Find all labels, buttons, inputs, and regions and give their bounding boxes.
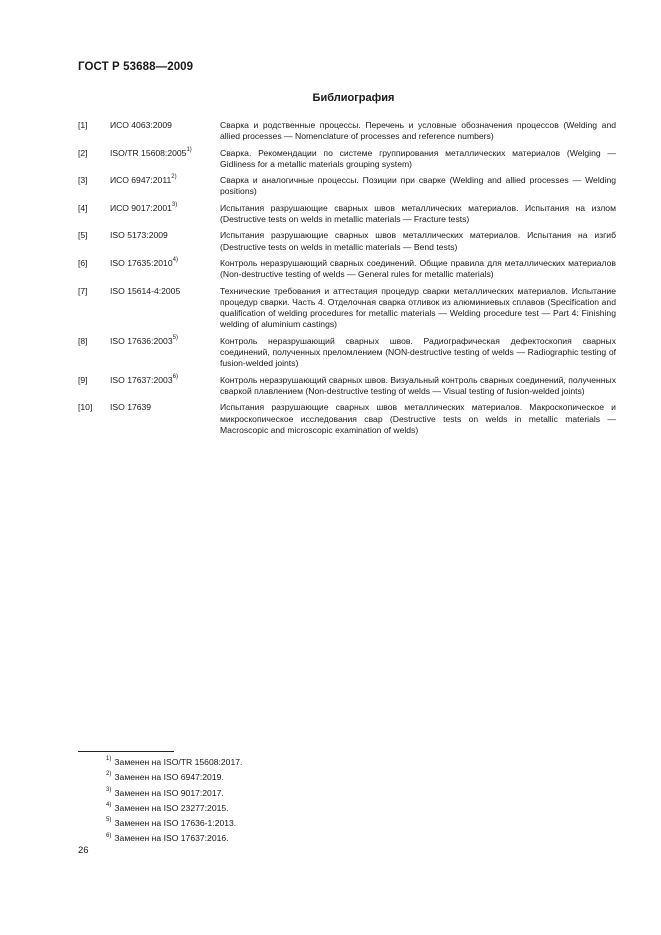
entry-title: Контроль неразрушающий сварных швов. Визуальный контроль сварных соединений, полученных сваркой плавлением (Non-destructive testing of welds — Visual testing of fusion-welded joints): [220, 374, 616, 396]
footnotes: [106, 755, 242, 847]
code-text: ИСО 9017:2001: [110, 202, 172, 213]
code-text: ISO 17635:2010: [110, 257, 173, 268]
footnote-ref: 3): [171, 201, 178, 208]
entry-title: Испытания разрушающие сварных швов металлических материалов. Испытания на излом (Destructive tests on welds in metallic materials — Fracture tests): [220, 202, 616, 225]
footnote-mark: 2): [106, 771, 112, 778]
footnote-mark: 6): [106, 832, 112, 839]
entry-number: [6]: [78, 257, 88, 268]
entry-number: [2]: [78, 147, 88, 158]
footnote-ref: 6): [172, 373, 178, 380]
code-text: ISO 5173:2009: [110, 230, 168, 241]
bibliography-entry: [78, 286, 616, 331]
bibliography-entry: [78, 120, 616, 143]
standard-code: [110, 175, 220, 186]
bibliography-entry: [78, 402, 616, 436]
footnote: [106, 770, 242, 785]
footnote-text: Заменен на ISO 6947:2019.: [114, 772, 224, 783]
footnote: [106, 755, 242, 770]
footnote-ref: 1): [186, 146, 192, 153]
footnote-ref: 4): [172, 257, 178, 264]
entry-number: [1]: [78, 120, 88, 130]
entry-number: [5]: [78, 230, 88, 241]
code-text: ИСО 6947:2011: [110, 175, 172, 186]
entry-number: [4]: [78, 202, 88, 213]
footnote-mark: 3): [106, 786, 112, 793]
entry-number: [3]: [78, 175, 88, 186]
footnote-mark: 4): [106, 802, 112, 809]
entry-title: Испытания разрушающие сварных швов металлических материалов. Испытания на изгиб (Destructive tests on welds in metallic materials — Bend tests): [220, 230, 616, 252]
footnote: [106, 786, 242, 801]
entry-title: Сварка и аналогичные процессы. Позиции при сварке (Welding and allied processes — Welding positions): [220, 175, 616, 197]
bibliography-entry: [78, 336, 616, 370]
bibliography-entry: [78, 258, 616, 281]
standard-code: [110, 336, 220, 347]
entry-number: [8]: [78, 335, 88, 346]
entry-number: [9]: [78, 374, 88, 385]
page-number: 26: [78, 845, 89, 856]
entry-title: Технические требования и аттестация процедур сварки металлических материалов. Испытание процедур сварки. Часть 4. Отделочная сварка отливок из алюминиевых сплавов (Specification and qualification of welding procedures for metallic materials — Welding procedure test — Part 4: Finishing welding of aluminium castings): [220, 285, 616, 330]
code-text: ISO 15614-4:2005: [110, 285, 181, 296]
footnote-text: Заменен на ISO/TR 15608:2017.: [114, 757, 243, 767]
footnote: [106, 831, 242, 846]
footnote-mark: 1): [106, 756, 112, 763]
entry-title: Испытания разрушающие сварных швов металлических материалов. Макроскопическое и микроскопическое исследования свар (Destructive tests on welds in metallic materials — Macroscopic and microscopic examination of welds): [220, 402, 616, 435]
standard-code: [110, 203, 220, 214]
footnote: [106, 816, 242, 831]
code-text: ISO 17636:2003: [110, 335, 173, 346]
bibliography-entry: [78, 375, 616, 398]
standard-code: [110, 230, 220, 241]
standard-code: [110, 120, 220, 131]
footnote-text: Заменен на ISO 23277:2015.: [114, 802, 229, 813]
footnote-text: Заменен на ISO 17637:2016.: [114, 833, 229, 844]
footnote-text: Заменен на ISO 17636-1:2013.: [114, 818, 237, 829]
bibliography-entry: [78, 148, 616, 171]
footnote-ref: 2): [171, 174, 177, 181]
footnote-text: Заменен на ISO 9017:2017.: [114, 787, 224, 798]
footnote: [106, 801, 242, 816]
bibliography-entry: [78, 203, 616, 226]
entry-title: Контроль неразрушающий сварных швов. Радиографическая дефектоскопия сварных соединений, полученных преломлением (NON-destructive testing of welds — Radiographic testing of fusion-welded joints): [220, 335, 616, 369]
code-text: ISO/TR 15608:2005: [110, 147, 187, 158]
standard-code: [110, 375, 220, 386]
footnote-mark: 5): [106, 817, 112, 824]
standard-code: [110, 258, 220, 269]
code-text: ИСО 4063:2009: [110, 120, 172, 130]
section-title: Библиография: [312, 92, 395, 104]
entry-title: Сварка. Рекомендации по системе группирования металлических материалов (Welging — Gidliness for a metallic materials grouping system): [220, 147, 616, 169]
entry-number: [7]: [78, 285, 88, 296]
code-text: ISO 17639: [110, 402, 152, 413]
standard-code: [110, 286, 220, 297]
footnote-divider: [78, 751, 174, 752]
bibliography-entry: [78, 230, 616, 253]
code-text: ISO 17637:2003: [110, 374, 173, 385]
footnote-ref: 5): [172, 334, 178, 341]
bibliography-entry: [78, 175, 616, 198]
entry-title: Сварка и родственные процессы. Перечень и условные обозначения процессов (Welding and allied processes — Nomenclature of processes and reference numbers): [220, 120, 616, 142]
entry-number: [10]: [78, 402, 93, 413]
document-header: ГОСТ Р 53688—2009: [78, 61, 194, 73]
standard-code: [110, 402, 220, 413]
standard-code: [110, 148, 220, 159]
entry-title: Контроль неразрушающий сварных соединений. Общие правила для металлических материалов (Non-destructive testing of welds — General rules for metallic materials): [220, 257, 616, 280]
bibliography-list: [78, 120, 616, 441]
